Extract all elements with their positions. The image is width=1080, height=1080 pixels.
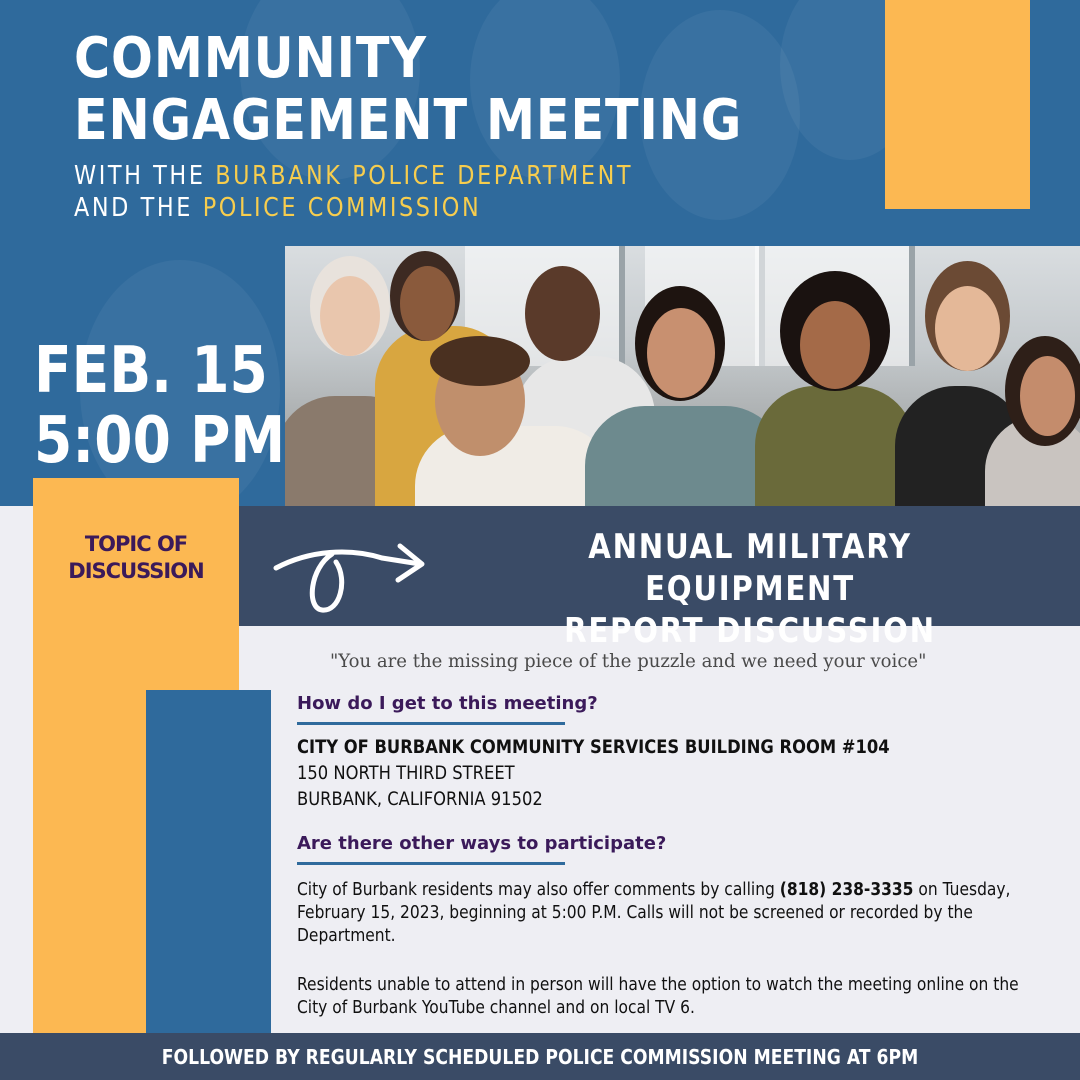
subtitle-prefix-2: AND THE: [74, 193, 203, 223]
subtitle-line-1: [74, 160, 633, 192]
footer-text: FOLLOWED BY REGULARLY SCHEDULED POLICE COMMISSION MEETING AT 6PM: [161, 1045, 919, 1069]
event-date: FEB. 15: [34, 334, 268, 408]
phone-number: (818) 238-3335: [779, 879, 914, 900]
venue-address: [297, 734, 890, 812]
topic-title: [496, 526, 1003, 652]
title-line-1: COMMUNITY: [74, 26, 427, 91]
event-time: 5:00 PM: [34, 404, 286, 478]
para1-intro: City of Burbank residents may also offer comments by calling: [297, 879, 780, 900]
topic-title-line-2: REPORT DISCUSSION: [564, 611, 936, 651]
topic-label-line-1: TOPIC OF: [84, 532, 188, 556]
participation-divider: [297, 862, 565, 865]
police-commission-highlight: POLICE COMMISSION: [202, 193, 482, 223]
event-title: [74, 28, 742, 152]
online-viewing-paragraph: Residents unable to attend in person will have the option to watch the meeting online on the City of Burbank YouTube channel and on local TV 6.: [297, 974, 1019, 1018]
event-subtitle: [74, 160, 633, 224]
venue-street: 150 NORTH THIRD STREET: [297, 762, 515, 784]
topic-label-line-2: DISCUSSION: [68, 559, 204, 583]
subtitle-line-2: [74, 192, 633, 224]
quote: "You are the missing piece of the puzzle and we need your voice": [330, 650, 927, 672]
para1-details: on Tuesday, February 15, 2023, beginning at 5:00 P.M. Calls will not be screened or recorded by the Department.: [297, 879, 1011, 946]
event-date-time: [34, 336, 285, 476]
venue-name: CITY OF BURBANK COMMUNITY SERVICES BUILDING ROOM #104: [297, 736, 890, 758]
directions-divider: [297, 722, 565, 725]
participation-question: Are there other ways to participate?: [297, 833, 667, 854]
venue-city: BURBANK, CALIFORNIA 91502: [297, 788, 543, 810]
audience-photo: [285, 246, 1080, 506]
directions-question: How do I get to this meeting?: [297, 693, 598, 714]
swirl-arrow-icon: [270, 528, 430, 618]
title-line-2: ENGAGEMENT MEETING: [74, 88, 743, 153]
police-department-highlight: BURBANK POLICE DEPARTMENT: [215, 161, 634, 191]
topic-label: [33, 531, 239, 585]
topic-title-line-1: ANNUAL MILITARY EQUIPMENT: [588, 527, 912, 609]
subtitle-prefix-1: WITH THE: [74, 161, 216, 191]
decorative-blue-strip: [146, 690, 271, 1033]
decorative-gold-block: [885, 0, 1030, 209]
phone-comment-paragraph: [297, 878, 1054, 947]
